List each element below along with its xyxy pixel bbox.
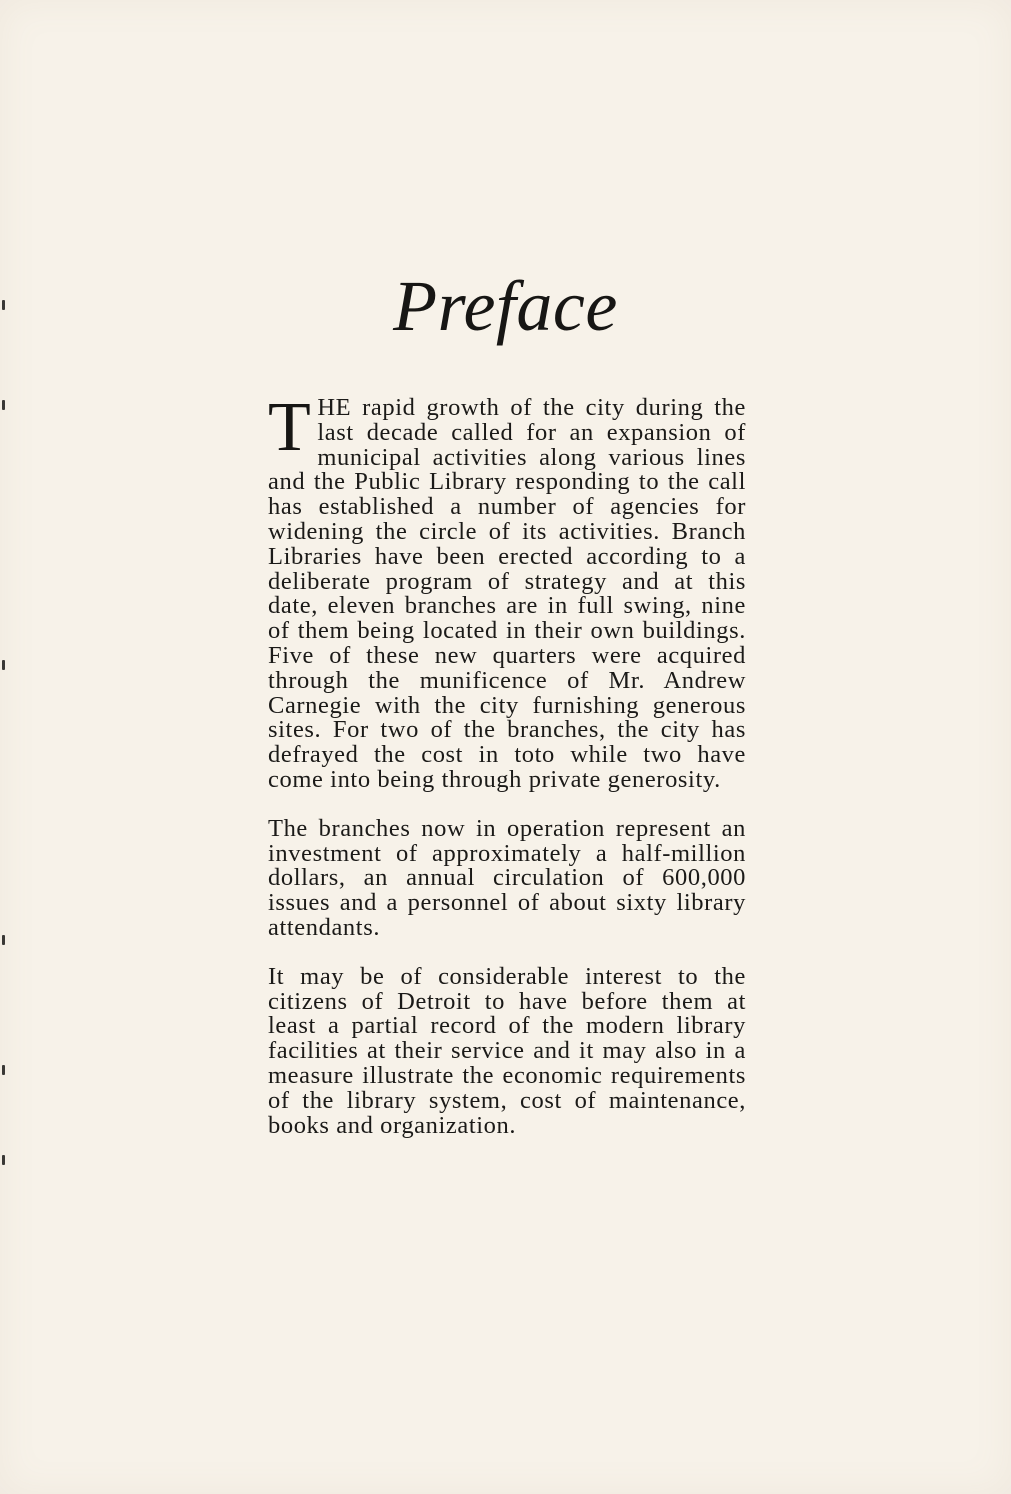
preface-body (268, 389, 746, 1162)
binding-mark (2, 1065, 5, 1075)
binding-mark (2, 400, 5, 410)
binding-mark (2, 1155, 5, 1165)
paragraph-1 (268, 389, 746, 793)
binding-mark (2, 935, 5, 945)
drop-cap: T (268, 389, 312, 466)
paragraph-1-text: HE rapid growth of the city during the last decade called for an expansion of municipal activities along various lines and the Public Library responding to the call has established a number of agencies for widening the circle of its activities. Branch Libraries have been erected according to a deliberate program of strategy and at this date, eleven branches are in full swing, nine of them being located in their own buildings. Five of these new quarters were acquired through the munificence of Mr. Andrew Carnegie with the city furnishing generous sites. For two of the branches, the city has defrayed the cost in toto while two have come into being through private generosity. (268, 394, 746, 793)
binding-mark (2, 660, 5, 670)
paragraph-2: The branches now in operation represent an investment of approximately a half-million dollars, an annual circulation of 600,000 issues and a personnel of about sixty library attendants. (268, 814, 746, 941)
page-title: Preface (393, 266, 618, 346)
paragraph-3: It may be of considerable interest to the citizens of Detroit to have before them at least a partial record of the modern library facilities at their service and it may also in a measure illustrate the economic requirements of the library system, cost of maintenance, books and organization. (268, 962, 746, 1139)
